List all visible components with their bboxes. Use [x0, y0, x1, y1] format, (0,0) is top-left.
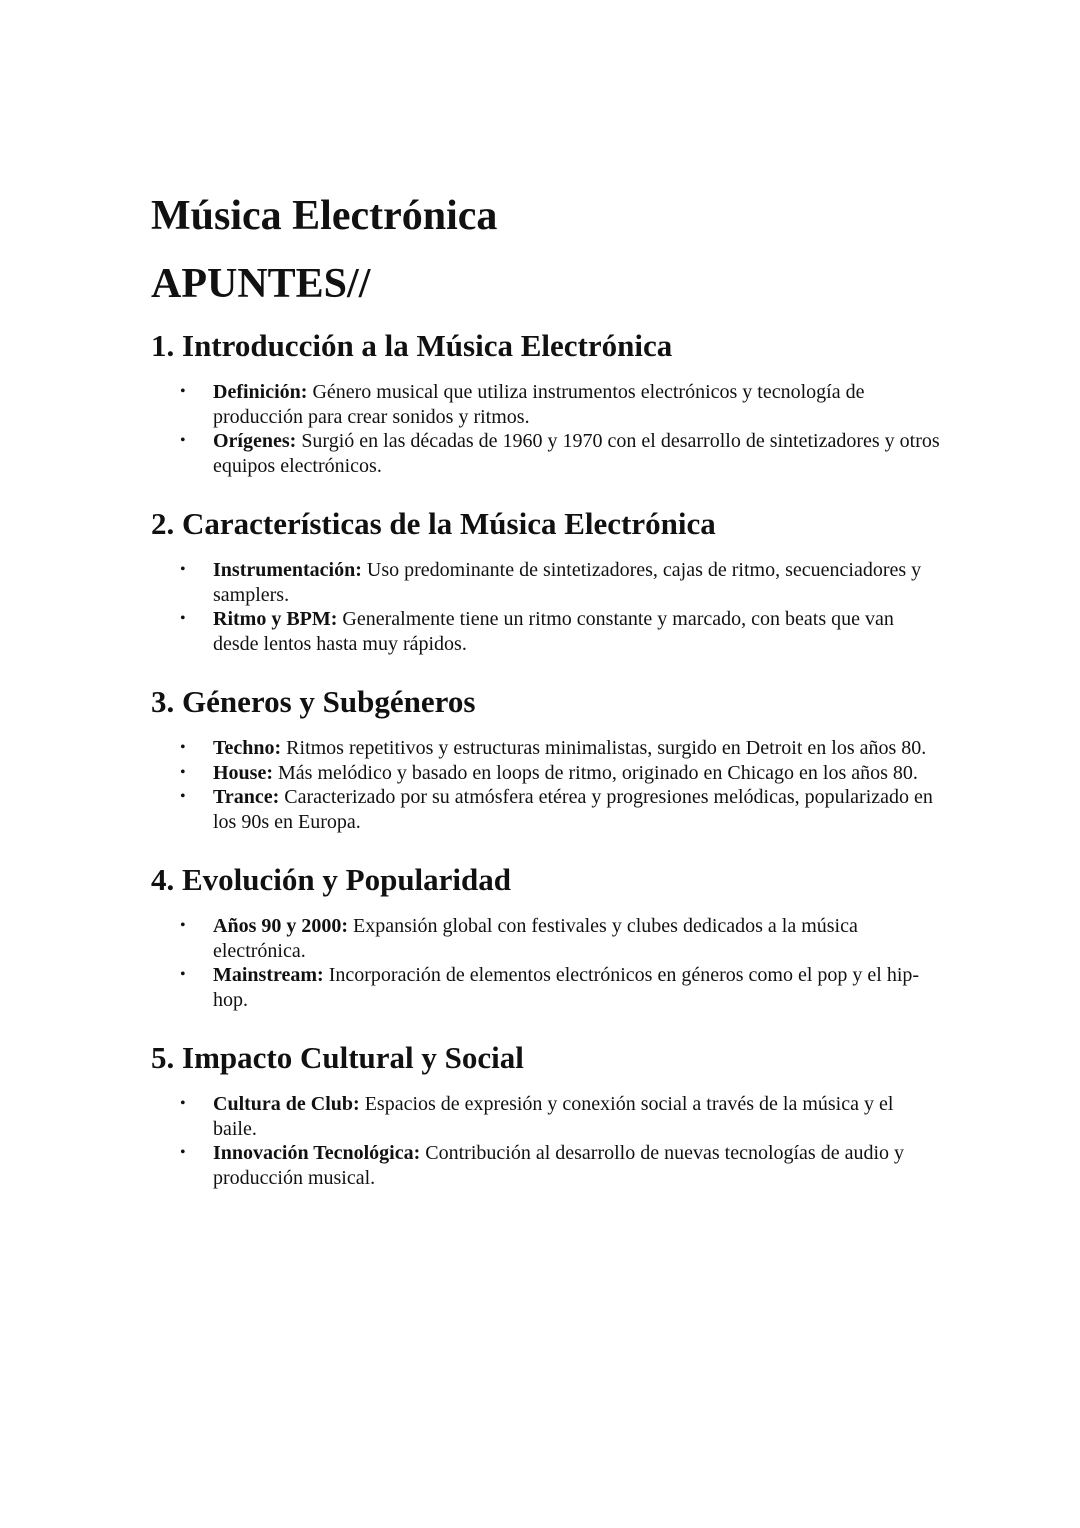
bullet-list: [151, 914, 941, 1012]
bullet-icon: •: [180, 917, 186, 934]
item-text: Expansión global con festivales y clubes dedicados a la música electrónica.: [213, 915, 858, 962]
bullet-icon: •: [180, 763, 186, 781]
section-generos: [151, 682, 941, 834]
bullet-icon: •: [180, 1095, 186, 1112]
list-item: [151, 429, 941, 478]
list-item: [151, 914, 941, 963]
item-term: Ritmo y BPM:: [213, 608, 338, 630]
item-text: Caracterizado por su atmósfera etérea y progresiones melódicas, popularizado en los 90s en Europa.: [213, 786, 933, 833]
bullet-list: [151, 380, 941, 478]
document-subtitle: APUNTES//: [151, 261, 371, 307]
list-item: [151, 1141, 941, 1190]
item-term: Mainstream:: [213, 964, 324, 986]
item-text: Espacios de expresión y conexión social a través de la música y el baile.: [213, 1093, 894, 1140]
item-term: Años 90 y 2000:: [213, 915, 349, 937]
bullet-icon: •: [180, 561, 186, 578]
list-item: [151, 761, 941, 786]
section-evolucion: [151, 860, 941, 1012]
item-term: Cultura de Club:: [213, 1093, 360, 1115]
list-item: [151, 607, 941, 656]
list-item: [151, 963, 941, 1012]
list-item: [151, 558, 941, 607]
item-term: Orígenes:: [213, 430, 297, 452]
item-term: Trance:: [213, 786, 280, 808]
item-term: House:: [213, 761, 273, 784]
bullet-icon: •: [180, 739, 186, 756]
list-item: [151, 380, 941, 429]
section-introduccion: [151, 326, 941, 478]
item-text: Género musical que utiliza instrumentos electrónicos y tecnología de producción para crear sonidos y ritmos.: [213, 381, 865, 428]
item-text: Uso predominante de sintetizadores, cajas de ritmo, secuenciadores y samplers.: [213, 559, 922, 606]
section-heading: 1. Introducción a la Música Electrónica: [151, 328, 673, 363]
bullet-icon: •: [180, 432, 186, 449]
item-text: Ritmos repetitivos y estructuras minimalistas, surgido en Detroit en los años 80.: [281, 737, 927, 759]
section-heading: 5. Impacto Cultural y Social: [151, 1040, 524, 1075]
item-term: Techno:: [213, 737, 282, 759]
item-text: Contribución al desarrollo de nuevas tecnologías de audio y producción musical.: [213, 1142, 905, 1189]
document-title: Música Electrónica: [151, 193, 498, 239]
item-text: Más melódico y basado en loops de ritmo, originado en Chicago en los años 80.: [273, 761, 918, 784]
bullet-list: [151, 736, 941, 834]
list-item: [151, 1092, 941, 1141]
list-item: [151, 785, 941, 834]
item-text: Incorporación de elementos electrónicos en géneros como el pop y el hip-hop.: [213, 964, 920, 1011]
item-text: Generalmente tiene un ritmo constante y marcado, con beats que van desde lentos hasta muy rápidos.: [213, 608, 894, 655]
bullet-icon: •: [180, 610, 186, 627]
section-caracteristicas: [151, 504, 941, 656]
bullet-icon: •: [180, 1144, 186, 1161]
bullet-icon: •: [180, 383, 186, 400]
bullet-list: [151, 1092, 941, 1190]
bullet-icon: •: [180, 788, 186, 805]
item-text: Surgió en las décadas de 1960 y 1970 con el desarrollo de sintetizadores y otros equipos electrónicos.: [213, 430, 940, 477]
document-page: [151, 188, 941, 1216]
section-heading: 3. Géneros y Subgéneros: [151, 684, 476, 719]
item-term: Innovación Tecnológica:: [213, 1142, 421, 1164]
section-impacto: [151, 1038, 941, 1190]
bullet-list: [151, 558, 941, 656]
section-heading: 4. Evolución y Popularidad: [151, 862, 512, 897]
bullet-icon: •: [180, 966, 186, 983]
section-heading: 2. Características de la Música Electrónica: [151, 506, 716, 541]
item-term: Instrumentación:: [213, 559, 362, 581]
list-item: [151, 736, 941, 761]
item-term: Definición:: [213, 381, 308, 403]
